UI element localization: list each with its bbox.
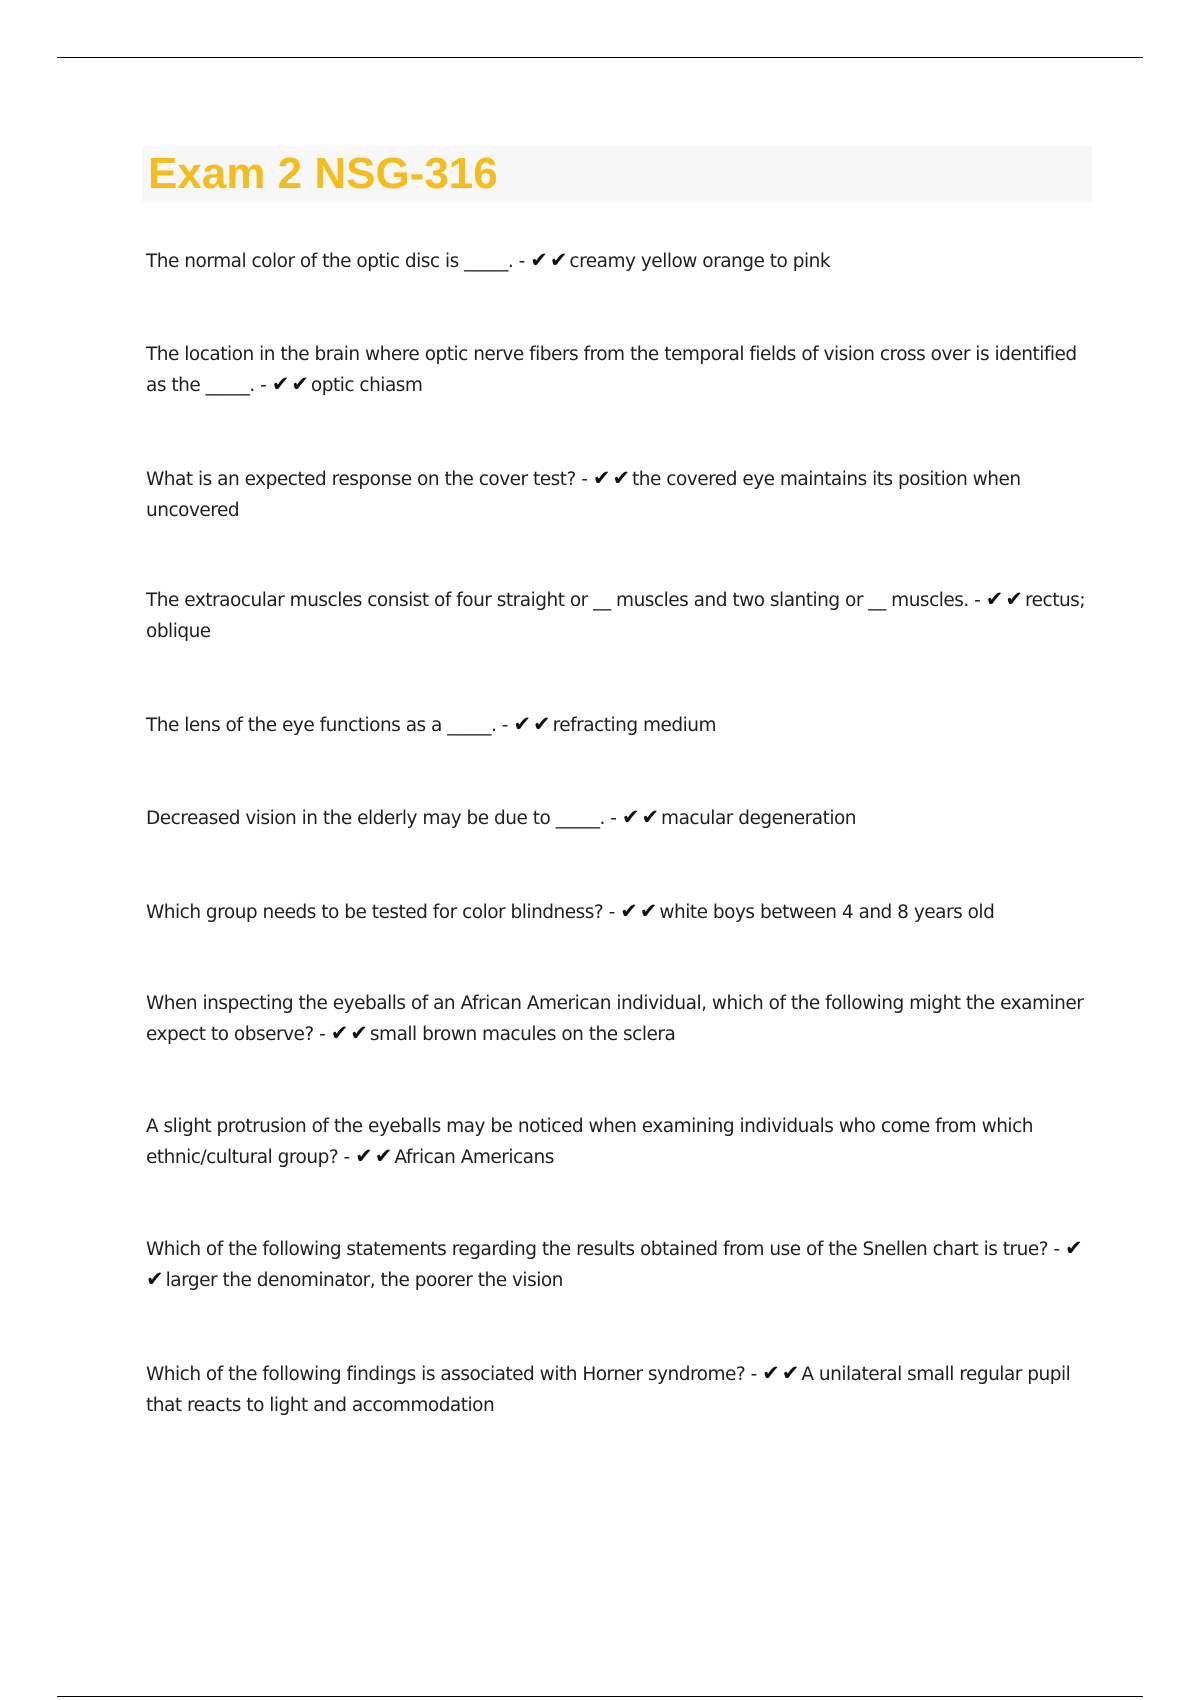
qa-item-9	[146, 1111, 1096, 1173]
check-icon: ✔	[532, 712, 551, 736]
check-icon: ✔	[985, 587, 1004, 611]
question-text: Which of the following findings is associated with Horner syndrome? -	[146, 1364, 757, 1385]
check-icon: ✔	[639, 899, 658, 923]
answer-text: larger the denominator, the poorer the vision	[165, 1270, 563, 1291]
answer-text: small brown macules on the sclera	[369, 1024, 676, 1045]
check-icon: ✔	[549, 248, 568, 272]
question-text: The location in the brain where optic nerve fibers from the temporal fields of vision cross over is identified as the _____. -	[146, 344, 1077, 396]
question-text: What is an expected response on the cover test? -	[146, 469, 588, 490]
answer-text: rectus; oblique	[146, 590, 1086, 642]
qa-item-11	[146, 1359, 1096, 1421]
check-icon: ✔	[612, 466, 631, 490]
answer-text: the covered eye maintains its position when uncovered	[146, 469, 1021, 521]
check-icon: ✔	[762, 1361, 780, 1385]
qa-item-6	[146, 803, 1096, 834]
check-icon: ✔	[620, 899, 638, 923]
qa-item-3	[146, 464, 1096, 526]
answer-text: optic chiasm	[310, 375, 423, 396]
check-icon: ✔	[291, 372, 309, 396]
check-icon: ✔	[330, 1021, 349, 1045]
question-text: The extraocular muscles consist of four straight or __ muscles and two slanting or __ muscles. -	[146, 590, 981, 611]
answer-text: A unilateral small regular pupil that reacts to light and accommodation	[146, 1364, 1071, 1416]
check-icon: ✔	[350, 1021, 368, 1045]
answer-text: refracting medium	[552, 715, 717, 736]
check-icon: ✔	[530, 248, 548, 272]
bottom-rule	[57, 1696, 1143, 1697]
question-text: Which group needs to be tested for color blindness? -	[146, 902, 615, 923]
qa-item-2	[146, 339, 1096, 401]
check-icon: ✔	[146, 1267, 164, 1291]
answer-text: white boys between 4 and 8 years old	[659, 902, 995, 923]
page-title: Exam 2 NSG-316	[148, 149, 498, 198]
answer-text: macular degeneration	[661, 808, 857, 829]
title-band	[142, 146, 1092, 202]
answer-text: African Americans	[394, 1147, 554, 1168]
check-icon: ✔	[1065, 1236, 1083, 1260]
check-icon: ✔	[355, 1144, 373, 1168]
qa-item-1	[146, 246, 1096, 277]
check-icon: ✔	[781, 1361, 800, 1385]
qa-item-4	[146, 585, 1096, 647]
question-text: Decreased vision in the elderly may be due to _____. -	[146, 808, 617, 829]
qa-item-7	[146, 897, 1096, 928]
check-icon: ✔	[641, 805, 660, 829]
qa-item-10	[146, 1234, 1096, 1296]
check-icon: ✔	[513, 712, 531, 736]
question-text: The normal color of the optic disc is _____. -	[146, 251, 525, 272]
question-text: A slight protrusion of the eyeballs may be noticed when examining individuals who come from which ethnic/cultural group? -	[146, 1116, 1033, 1168]
qa-item-8	[146, 988, 1096, 1050]
check-icon: ✔	[271, 372, 290, 396]
question-text: Which of the following statements regarding the results obtained from use of the Snellen chart is true? -	[146, 1239, 1060, 1260]
check-icon: ✔	[621, 805, 640, 829]
check-icon: ✔	[1005, 587, 1023, 611]
question-text: When inspecting the eyeballs of an African American individual, which of the following might the examiner expect to observe? -	[146, 993, 1084, 1045]
check-icon: ✔	[592, 466, 611, 490]
answer-text: creamy yellow orange to pink	[569, 251, 831, 272]
question-text: The lens of the eye functions as a _____. -	[146, 715, 508, 736]
top-rule	[57, 57, 1143, 58]
check-icon: ✔	[374, 1144, 393, 1168]
qa-item-5	[146, 710, 1096, 741]
